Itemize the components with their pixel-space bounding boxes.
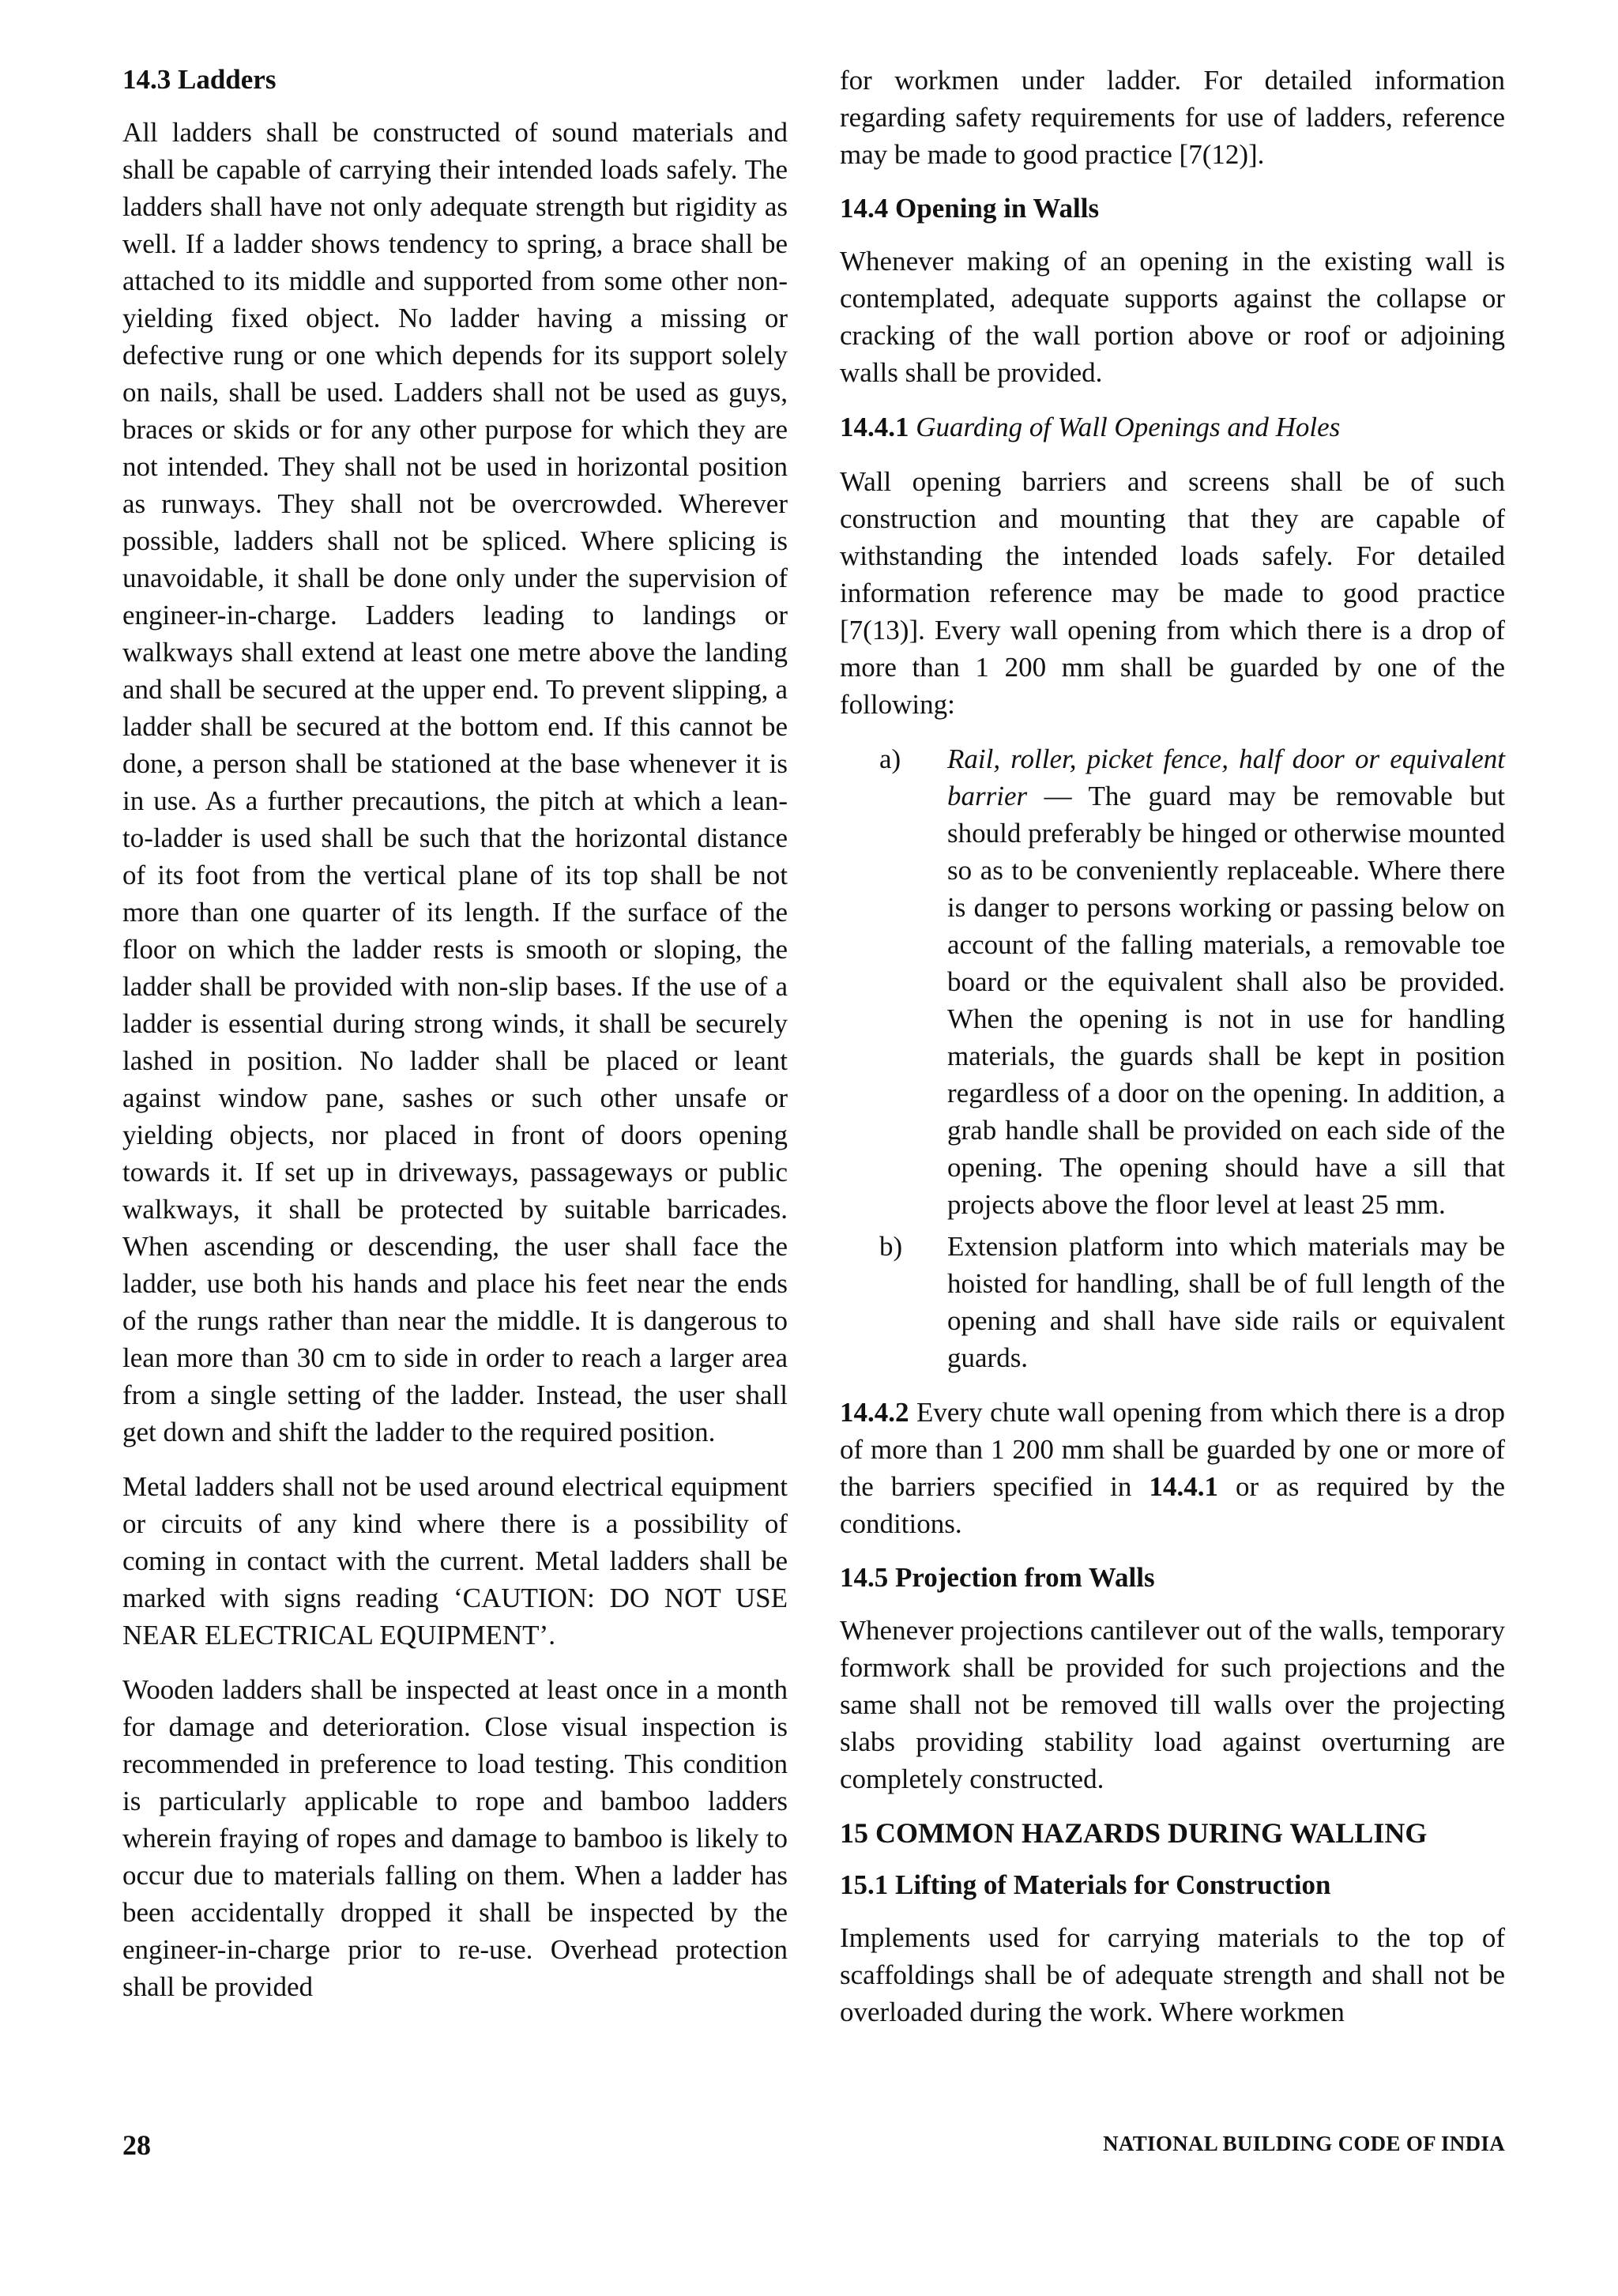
list-item-label: a)	[879, 743, 901, 774]
left-column	[122, 62, 788, 2023]
section-heading-14-3: 14.3 Ladders	[122, 64, 277, 95]
paragraph-ladders-general: All ladders shall be constructed of sound materials and shall be capable of carrying their intended loads safely. The ladders shall have not only adequate strength but rigidity as well. If a ladder shows tendency to spring, a brace shall be attached to its middle and supported from some other non-yielding fixed object. No ladder having a missing or defective rung or one which depends for its support solely on nails, shall be used. Ladders shall not be used as guys, braces or skids or for any other purpose for which they are not intended. They shall not be used in horizontal position as runways. They shall not be overcrowded. Wherever possible, ladders shall not be spliced. Where splicing is unavoidable, it shall be done only under the supervision of engineer-in-charge. Ladders leading to landings or walkways shall extend at least one metre above the landing and shall be secured at the upper end. To prevent slipping, a ladder shall be secured at the bottom end. If this cannot be done, a person shall be stationed at the base whenever it is in use. As a further precautions, the pitch at which a lean-to-ladder is used shall be such that the horizontal distance of its foot from the vertical plane of its top shall be not more than one quarter of its length. If the surface of the floor on which the ladder rests is smooth or sloping, the ladder shall be provided with non-slip bases. If the use of a ladder is essential during strong winds, it shall be securely lashed in position. No ladder shall be placed or leant against window pane, sashes or such other unsafe or yielding objects, nor placed in front of doors opening towards it. If set up in driveways, passageways or public walkways, it shall be protected by suitable barricades. When ascending or descending, the user shall face the ladder, use both his hands and place his feet near the ends of the rungs rather than near the middle. It is dangerous to lean more than 30 cm to side in order to reach a larger area from a single setting of the ladder. Instead, the user shall get down and shift the ladder to the required position.	[122, 117, 788, 1447]
list-item-a	[840, 740, 1505, 1223]
list-item-b	[840, 1228, 1505, 1376]
list-item-text: Extension platform into which materials may be hoisted for handling, shall be of full length of the opening and shall have side rails or equivalent guards.	[947, 1231, 1505, 1373]
right-column	[840, 62, 1505, 2048]
clause-text-part1: Every chute wall opening from which there is a drop of more than 1 200 mm shall be guarded by one or more of the barriers specified in	[840, 1397, 1505, 1502]
clause-number: 14.4.2	[840, 1397, 909, 1428]
section-heading-14-4: 14.4 Opening in Walls	[840, 193, 1100, 224]
list-item-text	[947, 740, 1505, 1223]
subsection-number: 14.4.1	[840, 412, 909, 442]
subsection-title: Guarding of Wall Openings and Holes	[916, 412, 1341, 442]
subsection-heading-14-4-1	[840, 408, 1505, 446]
paragraph-wooden-ladders: Wooden ladders shall be inspected at least once in a month for damage and deterioration. Close visual inspection is recommended in preference to load testing. This condition is particularly applicable to rope and bamboo ladders wherein fraying of ropes and damage to bamboo is likely to occur due to materials falling on them. When a ladder has been accidentally dropped it shall be inspected by the engineer-in-charge prior to re-use. Overhead protection shall be provided	[122, 1674, 788, 2002]
paragraph-projection-from-walls: Whenever projections cantilever out of the walls, temporary formwork shall be provided for such projections and the same shall not be removed till walls over the projecting slabs providing stability load against overturning are completely constructed.	[840, 1615, 1505, 1794]
document-title: NATIONAL BUILDING CODE OF INDIA	[1103, 2132, 1505, 2155]
paragraph-lifting-materials: Implements used for carrying materials to the top of scaffoldings shall be of adequate strength and shall not be overloaded during the work. Where workmen	[840, 1922, 1505, 2027]
section-heading-15-1: 15.1 Lifting of Materials for Construction	[840, 1869, 1331, 1900]
section-heading-15: 15 COMMON HAZARDS DURING WALLING	[840, 1817, 1428, 1849]
paragraph-metal-ladders: Metal ladders shall not be used around electrical equipment or circuits of any kind where there is a possibility of coming in contact with the current. Metal ladders shall be marked with signs reading ‘CAUTION: DO NOT USE NEAR ELECTRICAL EQUIPMENT’.	[122, 1471, 788, 1650]
list-item-title: Rail, roller, picket fence, half door or equivalent barrier	[947, 743, 1505, 811]
em-dash: —	[1027, 781, 1089, 811]
paragraph-guarding-openings: Wall opening barriers and screens shall be of such construction and mounting that they are capable of withstanding the intended loads safely. For detailed information reference may be made to good practice [7(13)]. Every wall opening from which there is a drop of more than 1 200 mm shall be guarded by one of the following:	[840, 466, 1505, 720]
clause-text-part2: or as required by the conditions.	[840, 1471, 1505, 1539]
page-footer	[122, 2129, 1505, 2160]
page-number: 28	[122, 2129, 151, 2161]
paragraph-opening-in-walls: Whenever making of an opening in the existing wall is contemplated, adequate supports against the collapse or cracking of the wall portion above or roof or adjoining walls shall be provided.	[840, 246, 1505, 388]
paragraph-14-4-2	[840, 1394, 1505, 1542]
clause-reference: 14.4.1	[1149, 1471, 1218, 1502]
paragraph-ladders-continued: for workmen under ladder. For detailed information regarding safety requirements for use of ladders, reference may be made to good practice [7(12)].	[840, 65, 1505, 170]
list-item-label: b)	[879, 1231, 903, 1262]
list-item-body: The guard may be removable but should preferably be hinged or otherwise mounted so as to be conveniently replaceable. Where there is danger to persons working or passing below on account of the falling materials, a removable toe board or the equivalent shall also be provided. When the opening is not in use for handling materials, the guards shall be kept in position regardless of a door on the opening. In addition, a grab handle shall be provided on each side of the opening. The opening should have a sill that projects above the floor level at least 25 mm.	[947, 781, 1505, 1220]
section-heading-14-5: 14.5 Projection from Walls	[840, 1562, 1155, 1593]
